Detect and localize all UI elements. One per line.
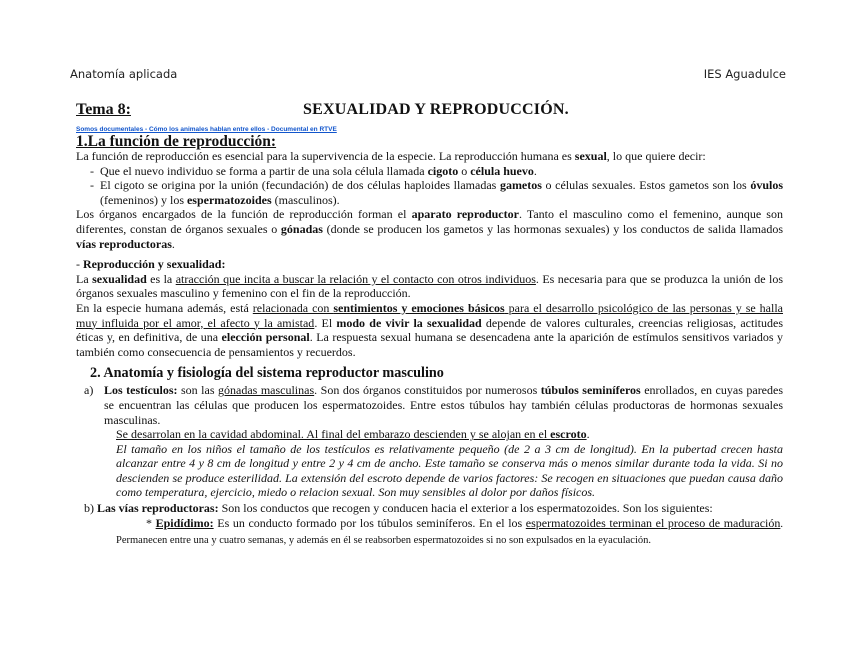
section-1-heading: 1.La función de reproducción: [76, 133, 277, 150]
title-row [76, 100, 783, 120]
s1b-paragraph-1: La sexualidad es la atracción que incita a buscar la relación y el contacto con otros individuos. Es necesaria para que se produzca la unión de los órganos sexuales masculino y femenino con el fin de la reproducción. [76, 271, 784, 301]
s2-item-a: a) Los testículos: son las gónadas masculinas. Son dos órganos constituidos por numerosos túbulos seminíferos enrollados, en cuyas paredes se encuentran las células que producen los espermatozoides. Entre estos túbulos hay también células productoras de hormonas sexuales masculinas. [84, 383, 784, 427]
header-left: Anatomía aplicada [70, 67, 178, 81]
s1-paragraph-2: Los órganos encargados de la función de reproducción forman el aparato reproductor. Tanto el masculino como el femenino, aunque son diferentes, constan de órganos sexuales o gónadas (donde se producen los gametos y las hormonas sexuales) y los conductos de salida llamados vías reproductoras. [76, 207, 783, 251]
s1b-paragraph-2: En la especie humana además, está relacionada con sentimientos y emociones básicos para el desarrollo psicológico de las personas y se halla muy influida por el amor, el afecto y la amistad. El modo de vivir la sexualidad depende de valores culturales, creencias religiosas, actitudes éticas y, en definitiva, de una elección personal. La respuesta sexual humana se desencadena ante la aparición de estímulos sensitivos variados y también como consecuencia de pensamientos y recuerdos. [76, 300, 784, 359]
section-2-heading: 2. Anatomía y fisiología del sistema reproductor masculino [90, 365, 444, 382]
s1-dash-item-2: - El cigoto se origina por la unión (fecundación) de dos células haploides llamadas gametos o células sexuales. Estos gametos son los óvulos (femeninos) y los espermatozoides (masculinos). [90, 178, 784, 207]
s2-item-b: b) Las vías reproductoras: Son los conductos que recogen y conducen hacia el exterior a los espermatozoides. Son los siguientes: [84, 501, 713, 516]
tema-label: Tema 8: [76, 101, 131, 118]
header-right: IES Aguadulce [703, 67, 786, 81]
subsection-heading: - Reproducción y sexualidad: [76, 257, 226, 272]
document-body [76, 100, 783, 549]
s2-italic-note: El tamaño en los niños el tamaño de los testículos es relativamente pequeño (de 2 a 3 cm de longitud). En la pubertad crecen hasta alcanzar entre 4 y 8 cm de longitud y entre 2 y 4 cm de ancho. Este tamaño se conserva más o menos similar durante toda la vida. Si no descienden se produce esterilidad. La extensión del escroto depende de varios factores: Se recogen en situaciones que puedan causa daño como temperatura, ejercicio, miedo o relacion sexual. Son muy sensibles al dolor por daños físicos. [116, 441, 783, 500]
s2-epididimo: * Epidídimo: Es un conducto formado por los túbulos seminíferos. En el los espermatozoides terminan el proceso de maduración. Permanecen entre una y cuatro semanas, y además en él se reabsorben espermatozoides si no son expulsados en la eyaculación. [116, 515, 783, 547]
s1-paragraph-1: La función de reproducción es esencial para la supervivencia de la especie. La reproducción humana es sexual, lo que quiere decir: [76, 149, 706, 163]
page-title: SEXUALIDAD Y REPRODUCCIÓN. [303, 101, 569, 118]
s1-dash-item-1: - Que el nuevo individuo se forma a partir de una sola célula llamada cigoto o célula huevo. [90, 163, 537, 178]
documentary-link[interactable]: Somos documentales - Cómo los animales hablan entre ellos - Documental en RTVE [76, 126, 337, 133]
s2-development-line: Se desarrolan en la cavidad abdominal. Al final del embarazo descienden y se alojan en el escroto. [116, 427, 590, 442]
